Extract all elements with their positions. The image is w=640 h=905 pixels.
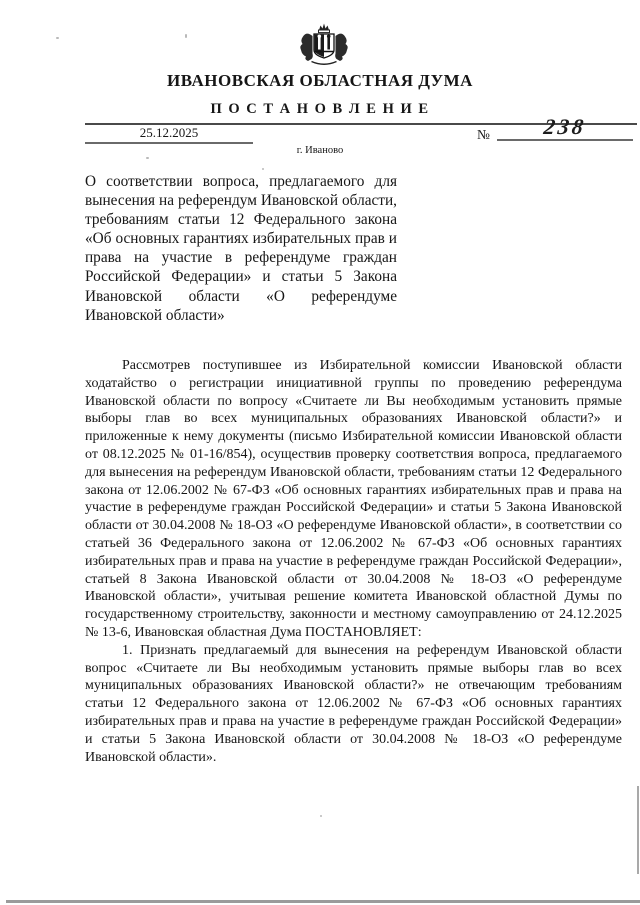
document-body [85,357,622,766]
organization-name: ИВАНОВСКАЯ ОБЛАСТНАЯ ДУМА [167,71,473,90]
ivanovo-oblast-coat-of-arms-icon [298,21,350,68]
scan-speck [146,157,149,159]
scan-speck [262,168,264,170]
document-city: г. Иваново [296,145,344,156]
document-date: 25.12.2025 [85,125,253,144]
scan-speck [56,37,59,39]
document-number-handwritten: 238 [542,114,588,139]
scan-artifact-right-edge [637,786,639,874]
number-field [497,115,633,141]
body-paragraph-resolution-item-1: 1. Признать предлагаемый для вынесения на референдум Ивановской области вопрос «Считаете ли Вы необходимым установить прямые выборы глав во всех муниципальных образованиях Ивановской области?» не отвечающим требованиям статьи 12 Федерального закона от 12.06.2002 № 67-ФЗ «Об основных гарантиях избирательных прав и права на участие в референдуме граждан Российской Федерации» и статьи 5 Закона Ивановской области от 30.04.2008 № 18-ОЗ «О референдуме Ивановской области». [85,642,622,765]
scan-speck [185,34,187,38]
document-subject-title: О соответствии вопроса, предлагаемого для вынесения на референдум Ивановской области, требованиям статьи 12 Федерального закона «Об основных гарантиях избирательных прав и права на участие в референдуме граждан Российской Федерации» и статьи 5 Закона Ивановской области «О референдуме Ивановской области» [85,173,397,324]
body-paragraph-preamble: Рассмотрев поступившее из Избирательной комиссии Ивановской области ходатайство о регистрации инициативной группы по проведению референдума Ивановской области по вопросу «Считаете ли Вы необходимым установить прямые выборы глав во всех муниципальных образованиях Ивановской области?» и приложенные к нему документы (письмо Избирательной комиссии Ивановской области от 08.12.2025 № 01-16/854), осуществив проверку соответствия вопроса, предлагаемого для вынесения на референдум Ивановской области, требованиям статьи 12 Федерального закона от 12.06.2002 № 67-ФЗ «Об основных гарантиях избирательных прав и права на участие в референдуме граждан Российской Федерации» и статьи 5 Закона Ивановской области от 30.04.2008 № 18-ОЗ «О референдуме Ивановской области», в соответствии со статьей 36 Федерального закона от 12.06.2002 № 67-ФЗ «Об основных гарантиях избирательных прав и права на участие в референдуме граждан Российской Федерации», статьей 8 Закона Ивановской области от 30.04.2008 № 18-ОЗ «О референдуме Ивановской области», учитывая решение комитета Ивановской областной Думы по государственному строительству, законности и местному самоуправлению от 24.12.2025 № 13-6, Ивановская областная Дума ПОСТАНОВЛЯЕТ: [85,358,622,640]
document-type-heading: П О С Т А Н О В Л Е Н И Е [210,101,430,117]
scan-speck [320,815,322,817]
number-sign: № [477,127,490,142]
scan-artifact-bottom-edge [6,900,640,903]
